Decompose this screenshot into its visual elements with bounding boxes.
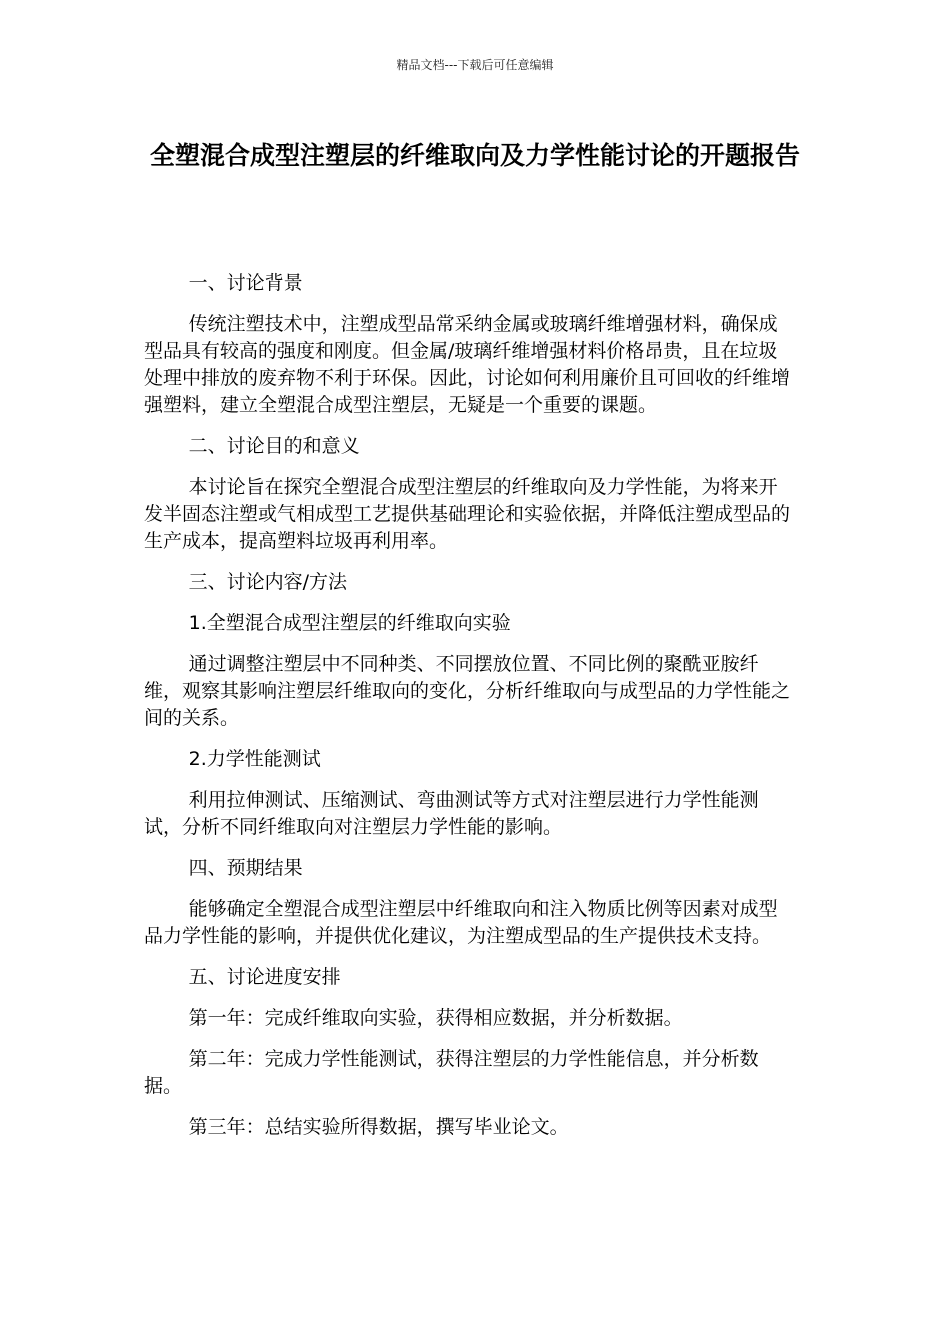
schedule-year-3: 第三年：总结实验所得数据，撰写毕业论文。 (188, 1116, 569, 1138)
paragraph-background: 传统注塑技术中，注塑成型品常采纳金属或玻璃纤维增强材料，确保成型品具有较高的强度和刚度。但金属/玻璃纤维增强材料价格昂贵，且在垃圾处理中排放的废弃物不利于环保。因此，讨论如何利用廉价且可回收的纤维增强塑料，建立全塑混合成型注塑层，无疑是一个重要的课题。 (144, 313, 791, 416)
paragraph-fiber-orientation: 通过调整注塑层中不同种类、不同摆放位置、不同比例的聚酰亚胺纤维，观察其影响注塑层纤维取向的变化，分析纤维取向与成型品的力学性能之间的关系。 (144, 653, 791, 729)
paragraph-purpose: 本讨论旨在探究全塑混合成型注塑层的纤维取向及力学性能，为将来开发半固态注塑或气相成型工艺提供基础理论和实验依据，并降低注塑成型品的生产成本，提高塑料垃圾再利用率。 (144, 476, 791, 552)
section-heading-background: 一、讨论背景 (188, 272, 303, 294)
paragraph-mechanical-testing: 利用拉伸测试、压缩测试、弯曲测试等方式对注塑层进行力学性能测试，分析不同纤维取向对注塑层力学性能的影响。 (144, 789, 759, 838)
section-heading-purpose: 二、讨论目的和意义 (188, 435, 360, 457)
schedule-year-1: 第一年：完成纤维取向实验，获得相应数据，并分析数据。 (188, 1007, 683, 1029)
paragraph-expected-results: 能够确定全塑混合成型注塑层中纤维取向和注入物质比例等因素对成型品力学性能的影响，并提供优化建议，为注塑成型品的生产提供技术支持。 (144, 898, 778, 947)
header-note: 精品文档---下载后可任意编辑 (396, 58, 554, 72)
section-heading-schedule: 五、讨论进度安排 (188, 966, 341, 988)
schedule-year-2: 第二年：完成力学性能测试，获得注塑层的力学性能信息，并分析数据。 (144, 1048, 759, 1097)
section-heading-expected-results: 四、预期结果 (188, 857, 303, 879)
subheading-fiber-orientation: 1.全塑混合成型注塑层的纤维取向实验 (188, 612, 511, 634)
document-title: 全塑混合成型注塑层的纤维取向及力学性能讨论的开题报告 (149, 141, 800, 170)
document-body (144, 270, 794, 1155)
subheading-mechanical-testing: 2.力学性能测试 (188, 748, 321, 770)
section-heading-content: 三、讨论内容/方法 (188, 571, 348, 593)
